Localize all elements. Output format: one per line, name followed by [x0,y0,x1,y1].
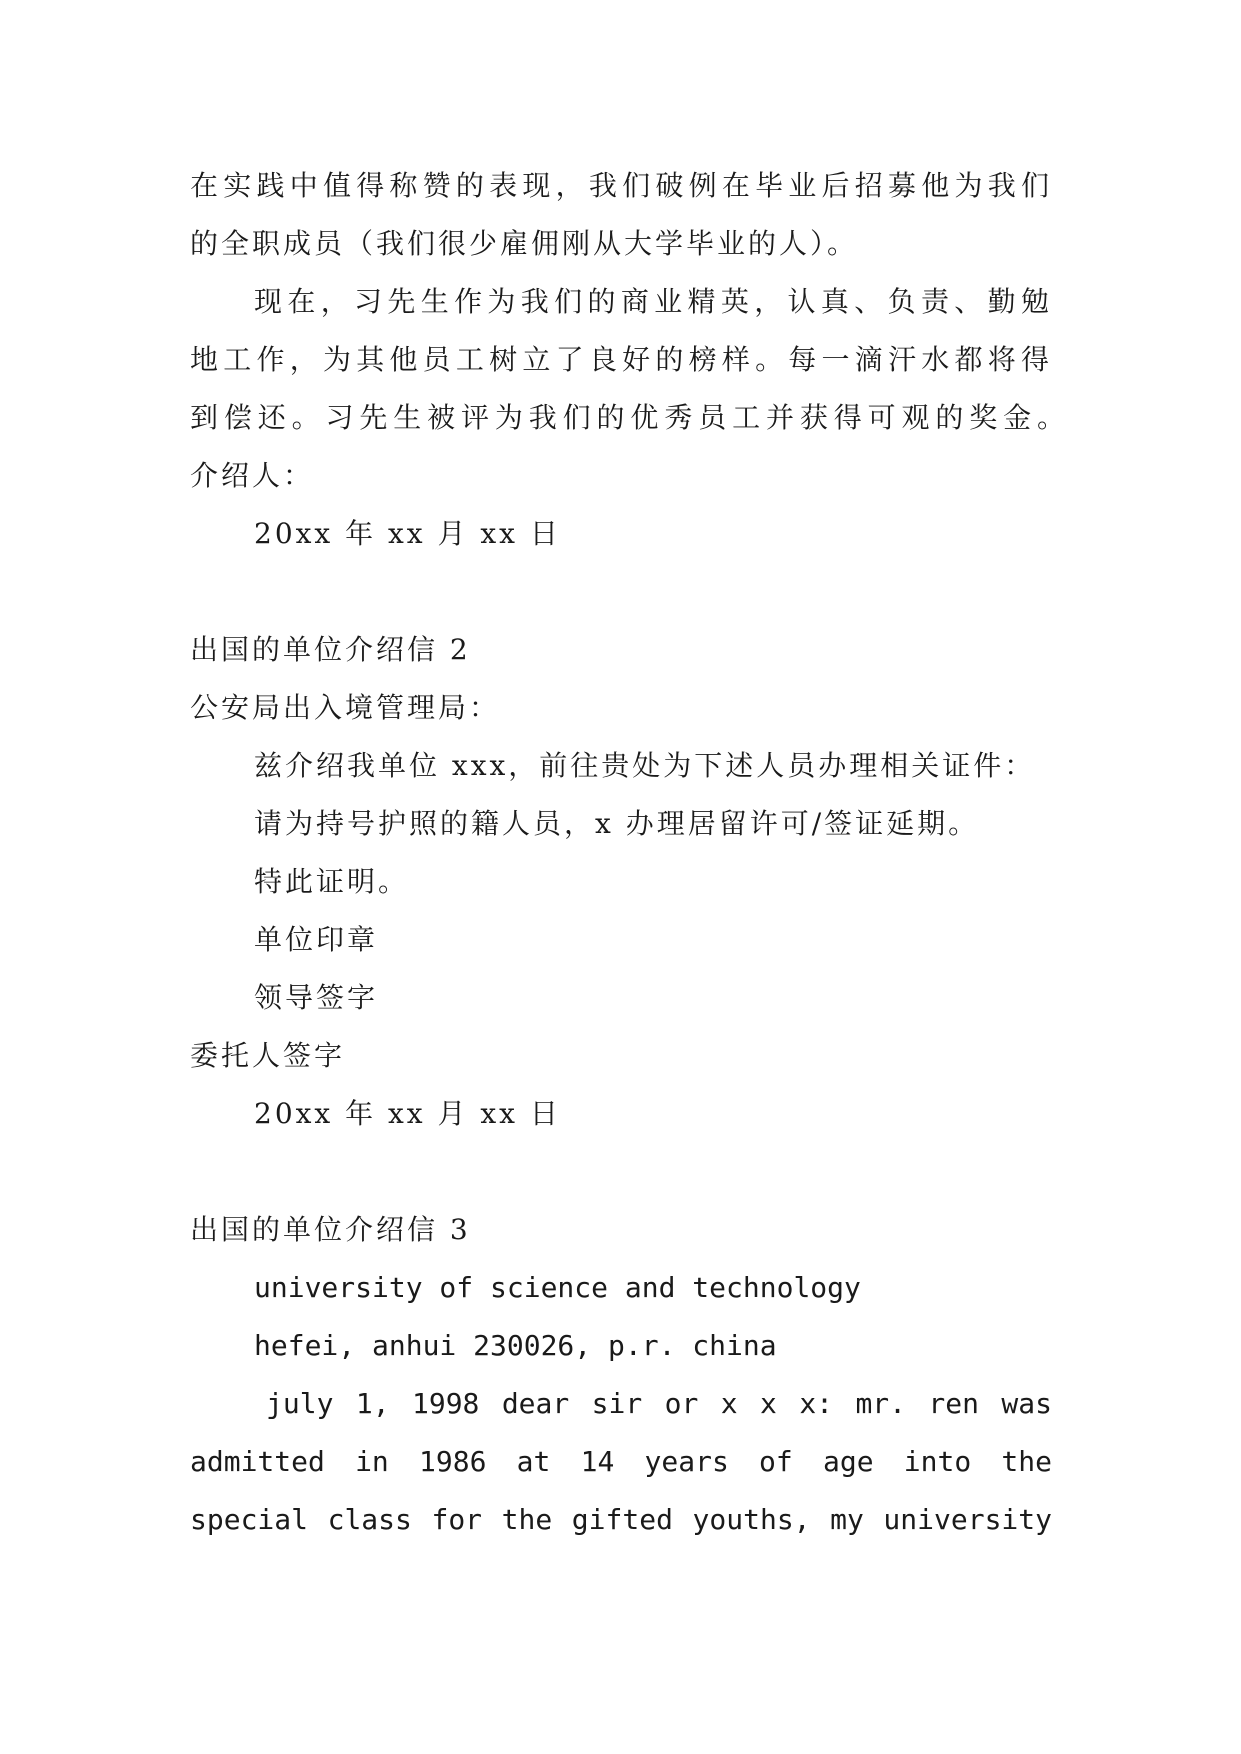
paragraph-line: 地工作，为其他员工树立了良好的榜样。每一滴汗水都将得 [190,343,1052,376]
section-title: 出国的单位介绍信 2 [190,633,471,666]
paragraph-line: 现在，习先生作为我们的商业精英，认真、负责、勤勉 [254,285,1052,318]
address-line: university of science and technology [254,1271,861,1304]
paragraph-line: july 1, 1998 dear sir or x x x: mr. ren was [266,1387,1052,1420]
section-title: 出国的单位介绍信 3 [190,1213,471,1246]
seal-label: 单位印章 [254,923,379,956]
paragraph-line: 兹介绍我单位 xxx，前往贵处为下述人员办理相关证件： [254,749,1036,782]
paragraph-line: 请为持号护照的籍人员，x 办理居留许可/签证延期。 [254,807,980,840]
recipient-line: 公安局出入境管理局： [190,691,501,724]
date-line: 20xx 年 xx 月 xx 日 [254,1097,561,1130]
leader-signature-label: 领导签字 [254,981,379,1014]
date-line: 20xx 年 xx 月 xx 日 [254,517,561,550]
paragraph-line: 特此证明。 [254,865,410,898]
paragraph-line: 在实践中值得称赞的表现，我们破例在毕业后招募他为我们 [190,169,1052,202]
introducer-label: 介绍人： [190,459,315,492]
paragraph-line: special class for the gifted youths, my university [190,1503,1052,1536]
address-line: hefei, anhui 230026, p.r. china [254,1329,777,1362]
client-signature-label: 委托人签字 [190,1039,346,1072]
paragraph-line: 到偿还。习先生被评为我们的优秀员工并获得可观的奖金。 [190,401,1068,434]
paragraph-line: 的全职成员（我们很少雇佣刚从大学毕业的人）。 [190,227,859,260]
paragraph-line: admitted in 1986 at 14 years of age into the [190,1445,1052,1478]
